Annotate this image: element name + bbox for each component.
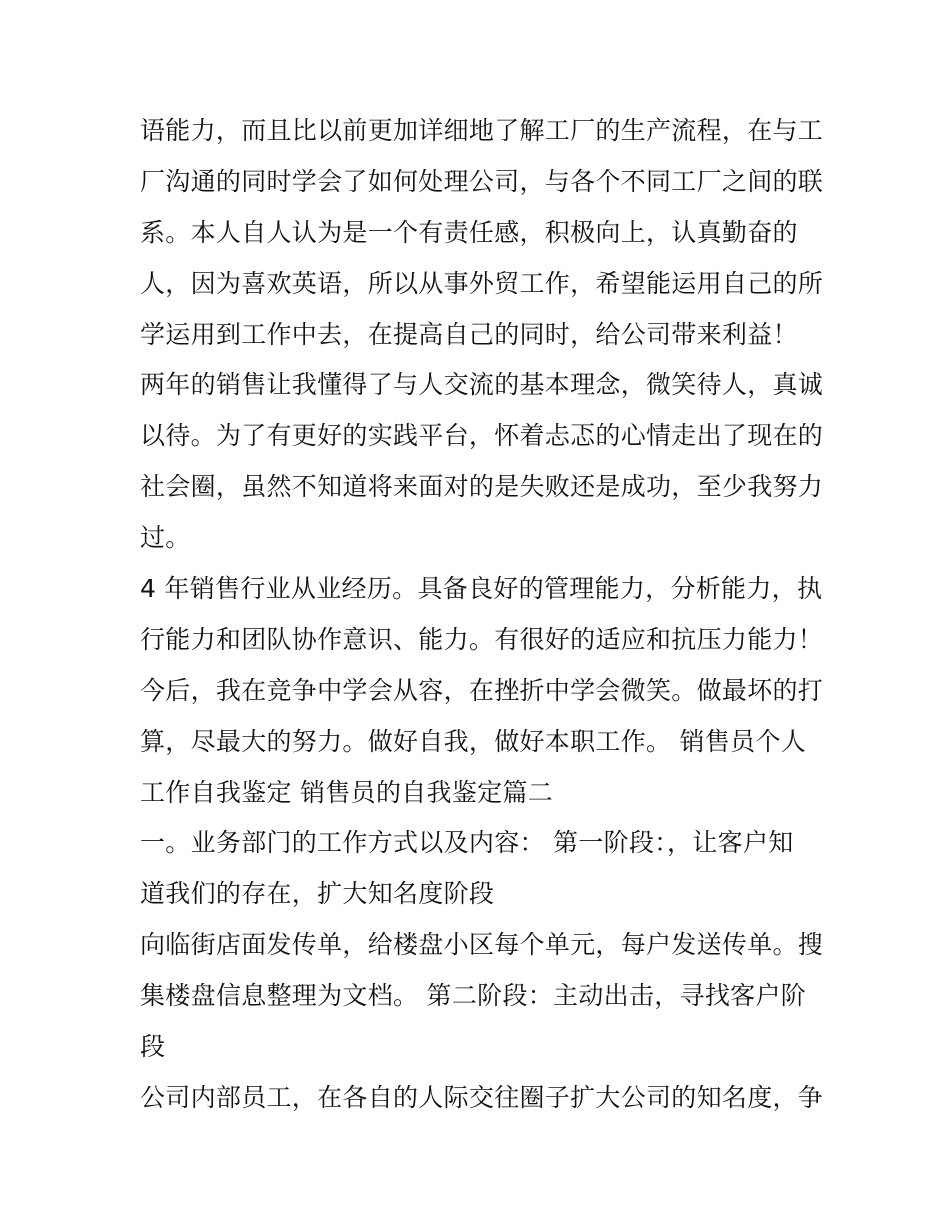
text-line: 工作自我鉴定 销售员的自我鉴定篇二: [140, 777, 554, 807]
text-line: 向临街店面发传单，给楼盘小区每个单元，每户发送传单。搜: [140, 930, 824, 960]
text-line: 道我们的存在，扩大知名度阶段: [140, 879, 495, 909]
text-line: 算，尽最大的努力。做好自我，做好本职工作。 销售员个人: [140, 726, 807, 756]
text-line: 系。本人自人认为是一个有责任感，积极向上，认真勤奋的: [140, 217, 798, 247]
text-line: 社会圈，虽然不知道将来面对的是失败还是成功，至少我努力: [140, 472, 824, 502]
text-line: 人，因为喜欢英语，所以从事外贸工作，希望能运用自己的所: [140, 268, 824, 298]
text-line: 语能力，而且比以前更加详细地了解工厂的生产流程，在与工: [140, 116, 824, 145]
text-line: 厂沟通的同时学会了如何处理公司，与各个不同工厂之间的联: [140, 166, 824, 196]
text-line: 段: [140, 1032, 166, 1062]
text-line: 今后，我在竞争中学会从容，在挫折中学会微笑。做最坏的打: [140, 675, 824, 705]
text-line: 学运用到工作中去，在提高自己的同时，给公司带来利益！: [140, 319, 798, 349]
text-line: 行能力和团队协作意识、能力。有很好的适应和抗压力能力！: [140, 624, 824, 654]
text-line: 一。业务部门的工作方式以及内容： 第一阶段：，让客户知: [140, 828, 794, 858]
text-line: 以待。为了有更好的实践平台，怀着忐忑的心情走出了现在的: [140, 421, 824, 451]
document-body: [140, 106, 830, 1124]
text-line: 公司内部员工，在各自的人际交往圈子扩大公司的知名度，争: [140, 1082, 824, 1112]
text-line: 4 年销售行业从业经历。具备良好的管理能力，分析能力，执: [140, 574, 823, 604]
text-line: 两年的销售让我懂得了与人交流的基本理念，微笑待人，真诚: [140, 370, 824, 400]
text-line: 过。: [140, 523, 191, 553]
text-line: 集楼盘信息整理为文档。 第二阶段：主动出击，寻找客户阶: [140, 981, 807, 1011]
